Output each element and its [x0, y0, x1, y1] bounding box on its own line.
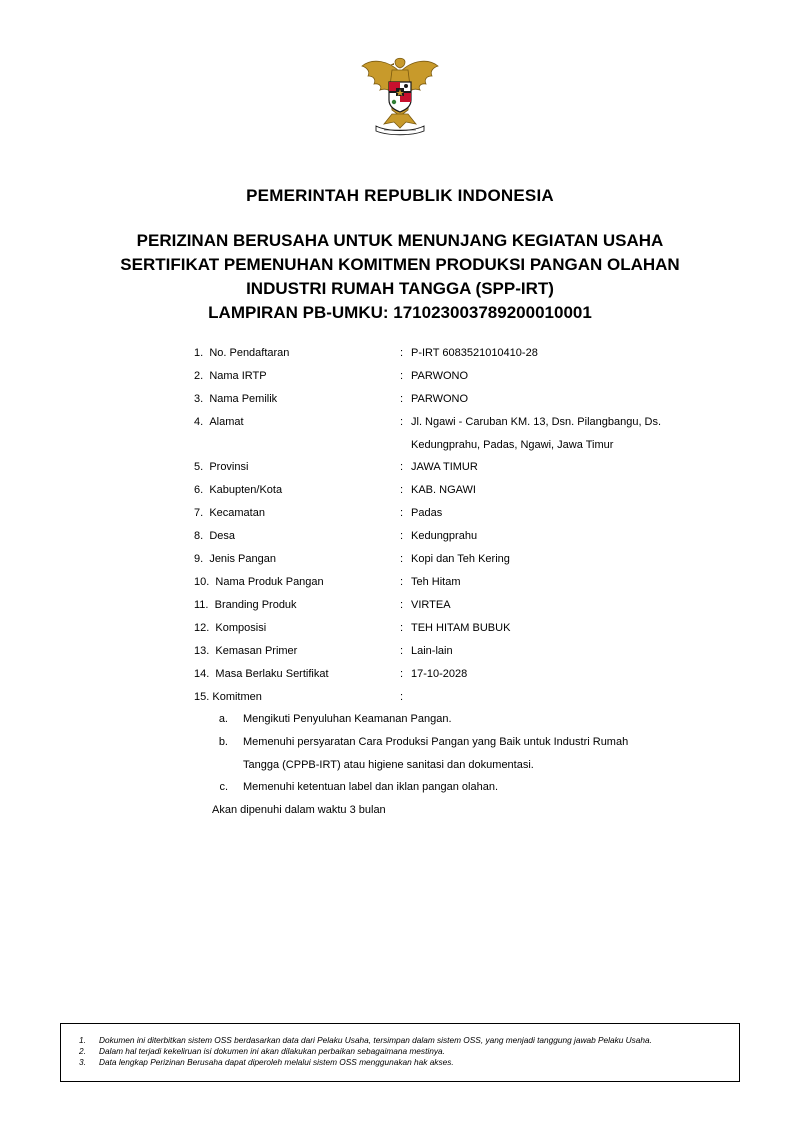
title-line: PERIZINAN BERUSAHA UNTUK MENUNJANG KEGIATAN USAHA — [136, 231, 664, 250]
field-row: 14. Masa Berlaku Sertifikat : 17-10-2028 — [194, 668, 468, 680]
field-value: Teh Hitam — [411, 576, 461, 588]
field-row: 9. Jenis Pangan : Kopi dan Teh Kering — [194, 553, 510, 565]
field-row: 13. Kemasan Primer : Lain-lain — [194, 645, 453, 657]
field-row: 4. Alamat : Jl. Ngawi - Caruban KM. 13, Dsn. Pilangbangu, Ds. Kedungprahu, Padas, Ngawi, Jawa Timur — [194, 416, 662, 451]
pb-umku-number: LAMPIRAN PB-UMKU: 171023003789200010001 — [208, 303, 592, 322]
field-value: P-IRT 6083521010410-28 — [411, 347, 538, 359]
field-label: Kabupten/Kota — [209, 484, 283, 496]
field-value: VIRTEA — [411, 599, 451, 611]
field-row: 10. Nama Produk Pangan : Teh Hitam — [194, 576, 461, 588]
field-row: 11. Branding Produk : VIRTEA — [194, 599, 451, 611]
field-value: PARWONO — [411, 370, 469, 382]
footer-notes — [60, 1023, 740, 1082]
field-label: Desa — [209, 530, 235, 542]
field-row: 15. Komitmen : — [194, 691, 404, 703]
field-row: 2. Nama IRTP : PARWONO — [194, 370, 469, 382]
field-row: 8. Desa : Kedungprahu — [194, 530, 478, 542]
field-label: Alamat — [209, 416, 244, 428]
garuda-pancasila-icon — [358, 52, 442, 136]
field-label: Kecamatan — [209, 507, 265, 519]
field-value-continued: Kedungprahu, Padas, Ngawi, Jawa Timur — [411, 439, 614, 451]
field-label: Branding Produk — [214, 599, 297, 611]
field-value: Jl. Ngawi - Caruban KM. 13, Dsn. Pilangbangu, Ds. — [411, 416, 662, 428]
field-label: Masa Berlaku Sertifikat — [215, 668, 329, 680]
field-value: TEH HITAM BUBUK — [411, 622, 511, 634]
field-value: JAWA TIMUR — [411, 461, 478, 473]
field-label: Komitmen — [212, 691, 262, 703]
field-value: Kedungprahu — [411, 530, 478, 542]
footer-note: 2. Dalam hal terjadi kekeliruan isi dokumen ini akan dilakukan perbaikan sebagaimana mestinya. — [79, 1046, 445, 1056]
field-value: PARWONO — [411, 393, 469, 405]
government-heading: PEMERINTAH REPUBLIK INDONESIA — [246, 186, 554, 205]
field-row: 5. Provinsi : JAWA TIMUR — [194, 461, 478, 473]
title-line: INDUSTRI RUMAH TANGGA (SPP-IRT) — [246, 279, 554, 298]
field-label: Nama Produk Pangan — [215, 576, 324, 588]
field-label: Nama Pemilik — [209, 393, 278, 405]
footer-note: 3. Data lengkap Perizinan Berusaha dapat diperoleh melalui sistem OSS menggunakan hak akses. — [79, 1057, 454, 1067]
document-title — [0, 229, 800, 325]
field-value: Padas — [411, 507, 443, 519]
field-row: 6. Kabupten/Kota : KAB. NGAWI — [194, 484, 476, 496]
field-value: Kopi dan Teh Kering — [411, 553, 510, 565]
field-row: 1. No. Pendaftaran : P-IRT 6083521010410-28 — [194, 347, 538, 359]
field-row: 7. Kecamatan : Padas — [194, 507, 443, 519]
field-value: KAB. NGAWI — [411, 484, 476, 496]
field-label: Nama IRTP — [209, 370, 267, 382]
title-line: SERTIFIKAT PEMENUHAN KOMITMEN PRODUKSI PANGAN OLAHAN — [120, 255, 680, 274]
field-label: Komposisi — [215, 622, 267, 634]
field-label: Jenis Pangan — [209, 553, 276, 565]
field-label: No. Pendaftaran — [209, 347, 290, 359]
field-label: Provinsi — [209, 461, 249, 473]
field-row: 12. Komposisi : TEH HITAM BUBUK — [194, 622, 511, 634]
footer-note: 1. Dokumen ini diterbitkan sistem OSS berdasarkan data dari Pelaku Usaha, tersimpan dalam sistem OSS, yang menjadi tanggung jawab Pelaku Usaha. — [79, 1035, 652, 1045]
field-value: 17-10-2028 — [411, 668, 468, 680]
field-row: 3. Nama Pemilik : PARWONO — [194, 393, 469, 405]
field-label: Kemasan Primer — [215, 645, 298, 657]
field-value: Lain-lain — [411, 645, 453, 657]
